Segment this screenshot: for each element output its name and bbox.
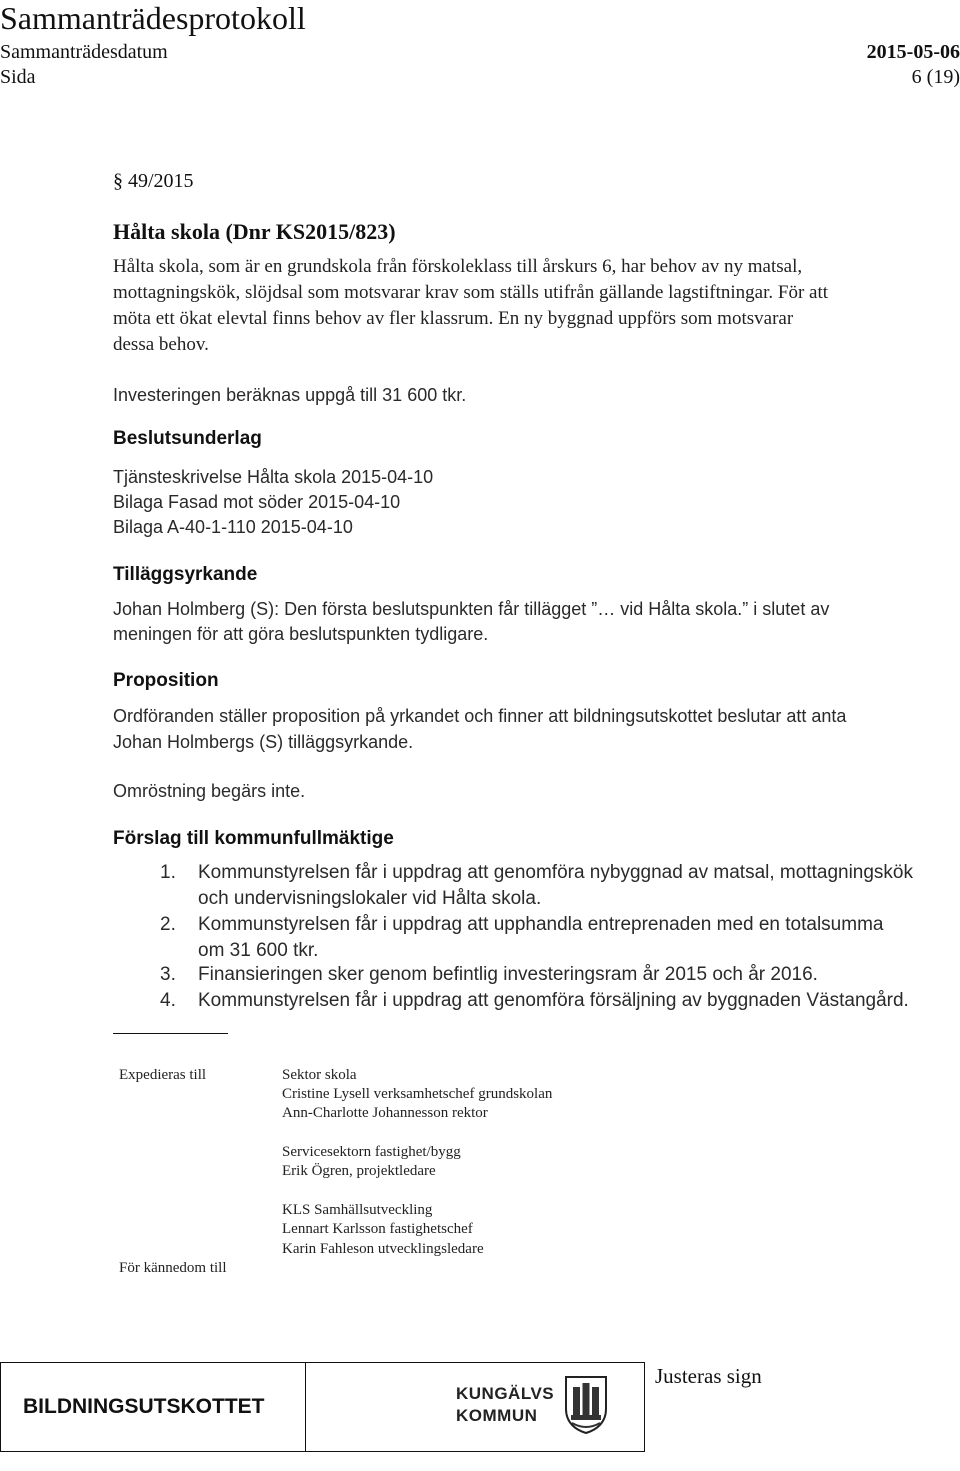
- meeting-date-label: Sammanträdesdatum: [0, 41, 168, 63]
- logo-text: [456, 1383, 554, 1427]
- list-item-number: 3.: [160, 964, 176, 985]
- separator-line: [113, 1033, 228, 1034]
- intro-line-4: dessa behov.: [113, 334, 209, 355]
- logo-text-line-2: KOMMUN: [456, 1406, 538, 1425]
- section-title: Hålta skola (Dnr KS2015/823): [113, 219, 396, 244]
- distribution-line: Ann-Charlotte Johannesson rektor: [282, 1105, 488, 1121]
- tillaggsyrkande-line-2: meningen för att göra beslutspunkten tydligare.: [113, 624, 489, 644]
- intro-line-3: möta ett ökat elevtal finns behov av fler klassrum. En ny byggnad uppförs som motsvarar: [113, 308, 794, 329]
- list-item-text: Kommunstyrelsen får i uppdrag att genomföra försäljning av byggnaden Västangård.: [198, 990, 909, 1011]
- page-label: Sida: [0, 66, 36, 88]
- distribution-line: Karin Fahleson utvecklingsledare: [282, 1241, 484, 1257]
- expedieras-label: Expedieras till: [119, 1067, 207, 1083]
- list-item-text: om 31 600 tkr.: [198, 940, 319, 961]
- beslutsunderlag-item: Tjänsteskrivelse Hålta skola 2015-04-10: [113, 467, 434, 487]
- committee-cell: [1, 1363, 306, 1451]
- distribution-line: Erik Ögren, projektledare: [282, 1163, 436, 1179]
- footer-box: [0, 1362, 645, 1452]
- logo-cell: [306, 1363, 645, 1451]
- proposition-heading: Proposition: [113, 670, 219, 691]
- forslag-heading: Förslag till kommunfullmäktige: [113, 828, 394, 849]
- beslutsunderlag-item: Bilaga Fasad mot söder 2015-04-10: [113, 492, 401, 512]
- intro-line-1: Hålta skola, som är en grundskola från förskoleklass till årskurs 6, har behov av ny matsal,: [113, 256, 803, 277]
- beslutsunderlag-heading: Beslutsunderlag: [113, 428, 262, 449]
- distribution-line: KLS Samhällsutveckling: [282, 1202, 433, 1218]
- justeras-sign: Justeras sign: [655, 1364, 762, 1388]
- document-title: Sammanträdesprotokoll: [0, 0, 306, 36]
- kannedom-label: För kännedom till: [119, 1260, 227, 1276]
- distribution-line: Servicesektorn fastighet/bygg: [282, 1144, 461, 1160]
- list-item-text: och undervisningslokaler vid Hålta skola.: [198, 888, 542, 909]
- meeting-date-value: 2015-05-06: [866, 41, 960, 63]
- list-item-number: 1.: [160, 862, 176, 883]
- paragraph-sign: §: [113, 170, 123, 192]
- distribution-line: Sektor skola: [282, 1067, 357, 1083]
- proposition-line-2: Johan Holmbergs (S) tilläggsyrkande.: [113, 732, 414, 752]
- list-item-number: 4.: [160, 990, 176, 1011]
- tillaggsyrkande-line-1: Johan Holmberg (S): Den första beslutspunkten får tillägget ”… vid Hålta skola.” i slutet av: [113, 599, 830, 619]
- intro-line-2: mottagningskök, slöjdsal som motsvarar krav som ställs utifrån gällande lagstiftningar. För att: [113, 282, 829, 303]
- investment-text: Investeringen beräknas uppgå till 31 600 tkr.: [113, 385, 467, 405]
- list-item-text: Finansieringen sker genom befintlig investeringsram år 2015 och år 2016.: [198, 964, 818, 985]
- logo-text-line-1: KUNGÄLVS: [456, 1384, 555, 1403]
- tillaggsyrkande-heading: Tilläggsyrkande: [113, 564, 258, 585]
- beslutsunderlag-item: Bilaga A-40-1-110 2015-04-10: [113, 517, 353, 537]
- page-number: 6 (19): [911, 66, 960, 88]
- kungalv-coat-of-arms-icon: [564, 1375, 608, 1435]
- list-item-number: 2.: [160, 914, 176, 935]
- vote-text: Omröstning begärs inte.: [113, 781, 306, 801]
- list-item-text: Kommunstyrelsen får i uppdrag att genomföra nybyggnad av matsal, mottagningskök: [198, 862, 913, 883]
- proposition-line-1: Ordföranden ställer proposition på yrkandet och finner att bildningsutskottet beslutar att anta: [113, 706, 847, 726]
- committee-name: BILDNINGSUTSKOTTET: [23, 1395, 265, 1418]
- distribution-line: Lennart Karlsson fastighetschef: [282, 1221, 473, 1237]
- list-item-text: Kommunstyrelsen får i uppdrag att upphandla entreprenaden med en totalsumma: [198, 914, 884, 935]
- distribution-line: Cristine Lysell verksamhetschef grundskolan: [282, 1086, 553, 1102]
- section-number: [113, 168, 194, 194]
- section-number-text: 49/2015: [128, 170, 194, 192]
